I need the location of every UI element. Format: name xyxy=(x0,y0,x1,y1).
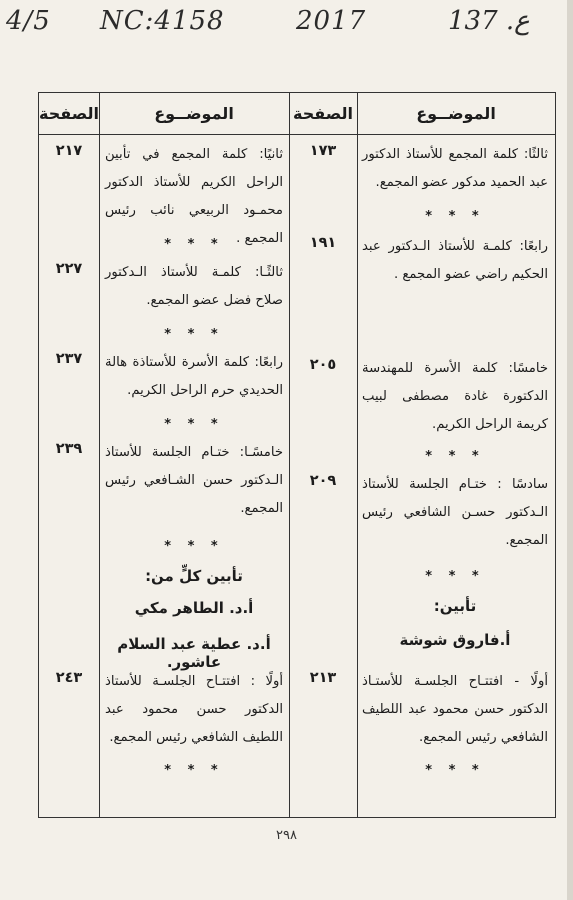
column-divider xyxy=(357,93,358,817)
left-memorial-title: تأبين كلٍّ من: xyxy=(145,567,243,585)
left-entry-4: خامسًـا: ختـام الجلسة للأستاذ الـدكتور حسن الشـافعي رئيس المجمع. xyxy=(105,445,283,516)
handwritten-year: 2017 xyxy=(296,6,367,36)
page-number: ٢٤٣ xyxy=(55,670,83,686)
page-number: ٢١٧ xyxy=(55,143,83,159)
left-memorial-name-2: أ.د. عطية عبد السلام عاشور. xyxy=(117,635,271,671)
header-page-left: الصفحة xyxy=(39,104,100,123)
footer-page-number: ٢٩٨ xyxy=(276,828,297,843)
separator-stars: * * * xyxy=(164,327,224,342)
handwritten-call-number: NC:4158 xyxy=(100,6,225,36)
page-number: ٢٠٩ xyxy=(309,473,337,489)
separator-stars: * * * xyxy=(425,209,485,224)
separator-stars: * * * xyxy=(164,237,224,252)
page-number: ١٩١ xyxy=(309,235,337,251)
page-number: ٢٣٧ xyxy=(55,351,83,367)
right-memorial-title: تأبين: xyxy=(433,597,477,615)
handwritten-page-count: 4/5 xyxy=(6,6,51,36)
header-divider xyxy=(39,134,555,135)
separator-stars: * * * xyxy=(164,763,224,778)
page-number: ٢٣٩ xyxy=(55,441,83,457)
handwritten-reference: ع. 137 xyxy=(448,6,530,36)
left-memorial-name-1: أ.د. الطاهر مكي xyxy=(134,599,254,617)
separator-stars: * * * xyxy=(164,417,224,432)
left-entry-1: ثانيًا: كلمة المجمع في تأبين الراحل الكريم للأستاذ الدكتور محمـود الربيعي نائب رئيس المجمع . xyxy=(105,147,283,246)
header-topic-left: الموضــوع xyxy=(154,104,234,123)
page-number: ٢٠٥ xyxy=(309,357,337,373)
right-entry-2: رابعًا: كلمـة للأستاذ الـدكتور عبد الحكيم راضي عضو المجمع . xyxy=(362,239,548,282)
separator-stars: * * * xyxy=(425,449,485,464)
scan-edge xyxy=(567,0,573,900)
page-number: ١٧٣ xyxy=(309,143,337,159)
page-number: ٢١٣ xyxy=(309,670,337,686)
right-entry-3: خامسًا: كلمة الأسرة للمهندسة الدكتورة غادة مصطفى لبيب كريمة الراحل الكريم. xyxy=(362,361,548,432)
column-divider xyxy=(99,93,100,817)
right-memorial-name: أ.فاروق شوشة xyxy=(399,631,511,649)
separator-stars: * * * xyxy=(425,569,485,584)
contents-table xyxy=(38,92,556,818)
right-entry-1: ثالثًا: كلمة المجمع للأستاذ الدكتور عبد الحميد مدكور عضو المجمع. xyxy=(362,147,548,190)
right-entry-4: سادسًا : ختـام الجلسة للأستاذ الـدكتور حسـن الشافعي رئيس المجمع. xyxy=(362,477,548,548)
column-divider xyxy=(289,93,290,817)
header-page-right: الصفحة xyxy=(292,104,353,123)
page-number: ٢٢٧ xyxy=(55,261,83,277)
separator-stars: * * * xyxy=(425,763,485,778)
header-topic-right: الموضــوع xyxy=(416,104,496,123)
left-entry-2: ثالثًـا: كلمـة للأستاذ الـدكتور صلاح فضل عضو المجمع. xyxy=(105,265,283,308)
separator-stars: * * * xyxy=(164,539,224,554)
left-entry-5: أولًا : افتتـاح الجلسـة للأستاذ الدكتور حسن محمود عبد اللطيف الشافعي رئيس المجمع. xyxy=(105,674,283,745)
right-entry-5: أولًا - افتتـاح الجلسـة للأستـاذ الدكتور حسن محمود عبد اللطيف الشافعي رئيس المجمع. xyxy=(362,674,548,745)
left-entry-3: رابعًا: كلمة الأسرة للأستاذة هالة الحديدي حرم الراحل الكريم. xyxy=(105,355,283,398)
